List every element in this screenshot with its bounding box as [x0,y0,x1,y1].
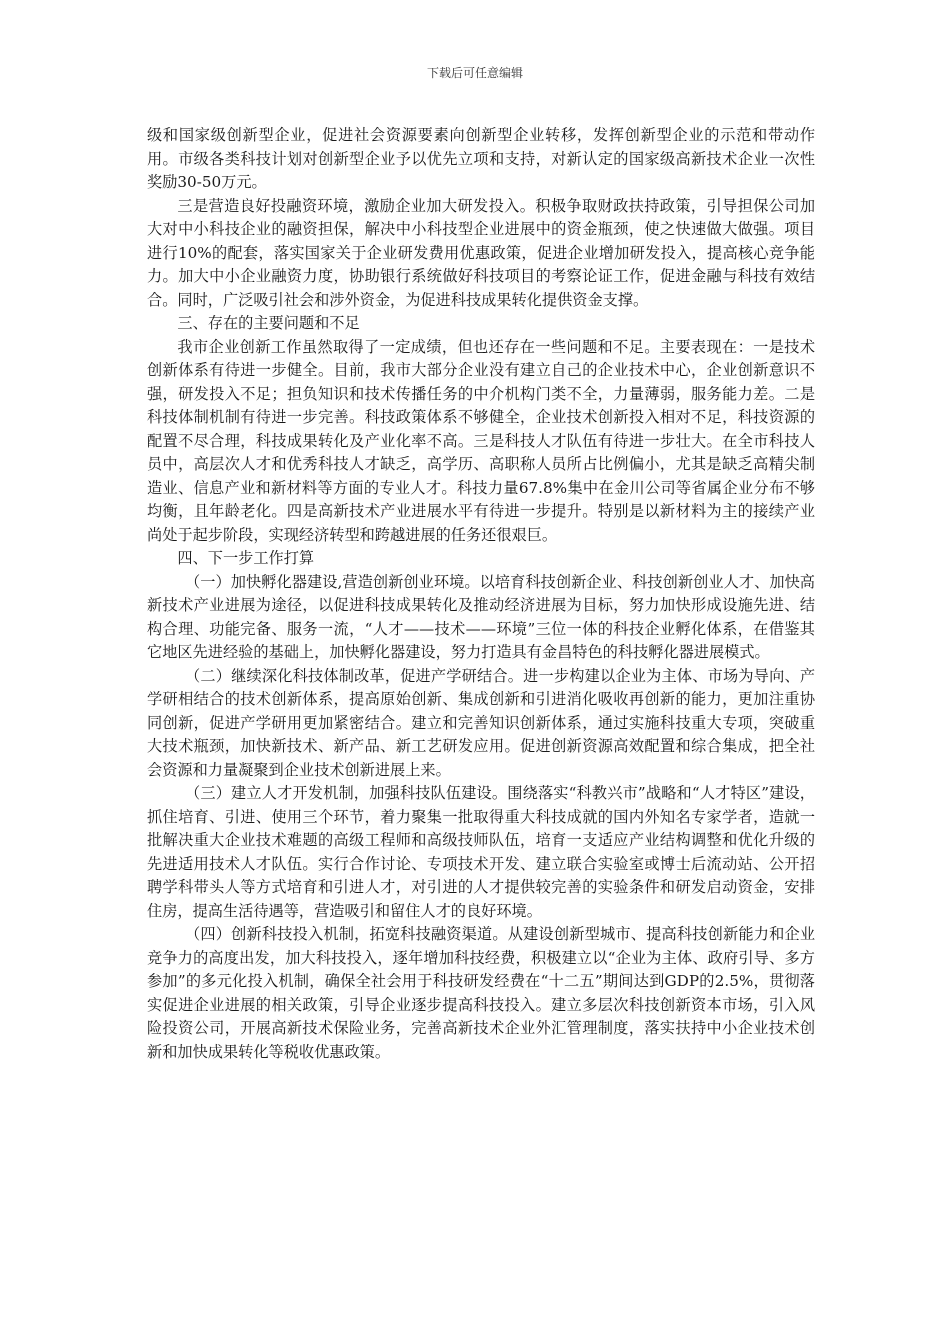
page-header: 下载后可任意编辑 [426,66,523,80]
section-heading-problems: 三、存在的主要问题和不足 [177,314,360,332]
paragraph-reform: （二）继续深化科技体制改革，促进产学研结合。进一步构建以企业为主体、市场为导向、产学研相结合的技术创新体系，提高原始创新、集成创新和引进消化吸收再创新的能力，更加注重协同创新，促进产学研用更加紧密结合。建立和完善知识创新体系，通过实施科技重大专项，突破重大技术瓶颈，加快新技术、新产品、新工艺研发应用。促进创新资源高效配置和综合集成，把全社会资源和力量凝聚到企业技术创新进展上来。 [147,666,815,779]
paragraph-financing: 三是营造良好投融资环境，激励企业加大研发投入。积极争取财政扶持政策，引导担保公司加大对中小科技企业的融资担保，解决中小科技型企业进展中的资金瓶颈，使之快速做大做强。项目进行10%的配套，落实国家关于企业研发费用优惠政策，促进企业增加研发投入，提高核心竞争能力。加大中小企业融资力度，协助银行系统做好科技项目的考察论证工作，促进金融与科技有效结合。同时，广泛吸引社会和涉外资金，为促进科技成果转化提供资金支撑。 [147,196,815,309]
paragraph-problems: 我市企业创新工作虽然取得了一定成绩，但也还存在一些问题和不足。主要表现在：一是技术创新体系有待进一步健全。目前，我市大部分企业没有建立自己的企业技术中心，企业创新意识不强，研发投入不足；担负知识和技术传播任务的中介机构门类不全，力量薄弱，服务能力差。二是科技体制机制有待进一步完善。科技政策体系不够健全，企业技术创新投入相对不足，科技资源的配置不尽合理，科技成果转化及产业化率不高。三是科技人才队伍有待进一步壮大。在全市科技人员中，高层次人才和优秀科技人才缺乏，高学历、高职称人员所占比例偏小，尤其是缺乏高精尖制造业、信息产业和新材料等方面的专业人才。科技力量67.8%集中在金川公司等省属企业分布不够均衡，且年龄老化。四是高新技术产业进展水平有待进一步提升。特别是以新材料为主的接续产业尚处于起步阶段，实现经济转型和跨越进展的任务还很艰巨。 [147,337,815,544]
section-heading-next-steps: 四、下一步工作打算 [177,549,315,567]
paragraph-continuation: 级和国家级创新型企业，促进社会资源要素向创新型企业转移，发挥创新型企业的示范和带动作用。市级各类科技计划对创新型企业予以优先立项和支持，对新认定的国家级高新技术企业一次性奖励30-50万元。 [147,126,815,191]
document-body [147,124,815,1064]
paragraph-incubator: （一）加快孵化器建设,营造创新创业环境。以培育科技创新企业、科技创新创业人才、加快高新技术产业进展为途径，以促进科技成果转化及推动经济进展为目标，努力加快形成设施先进、结构合理、功能完备、服务一流，“人才——技术——环境”三位一体的科技企业孵化体系，在借鉴其它地区先进经验的基础上，加快孵化器建设，努力打造具有金昌特色的科技孵化器进展模式。 [147,572,815,661]
paragraph-talent: （三）建立人才开发机制，加强科技队伍建设。围绕落实“科教兴市”战略和“人才特区”建设，抓住培育、引进、使用三个环节，着力聚集一批取得重大科技成就的国内外知名专家学者，造就一批解决重大企业技术难题的高级工程师和高级技师队伍，培育一支适应产业结构调整和优化升级的先进适用技术人才队伍。实行合作讨论、专项技术开发、建立联合实验室或博士后流动站、公开招聘学科带头人等方式培育和引进人才，对引进的人才提供较完善的实验条件和研发启动资金，安排住房，提高生活待遇等，营造吸引和留住人才的良好环境。 [147,784,815,920]
paragraph-investment: （四）创新科技投入机制，拓宽科技融资渠道。从建设创新型城市、提高科技创新能力和企业竞争力的高度出发，加大科技投入，逐年增加科技经费，积极建立以“企业为主体、政府引导、多方参加”的多元化投入机制，确保全社会用于科技研发经费在“十二五”期间达到GDP的2.5%，贯彻落实促进企业进展的相关政策，引导企业逐步提高科技投入。建立多层次科技创新资本市场，引入风险投资公司，开展高新技术保险业务，完善高新技术企业外汇管理制度，落实扶持中小企业技术创新和加快成果转化等税收优惠政策。 [147,925,815,1061]
